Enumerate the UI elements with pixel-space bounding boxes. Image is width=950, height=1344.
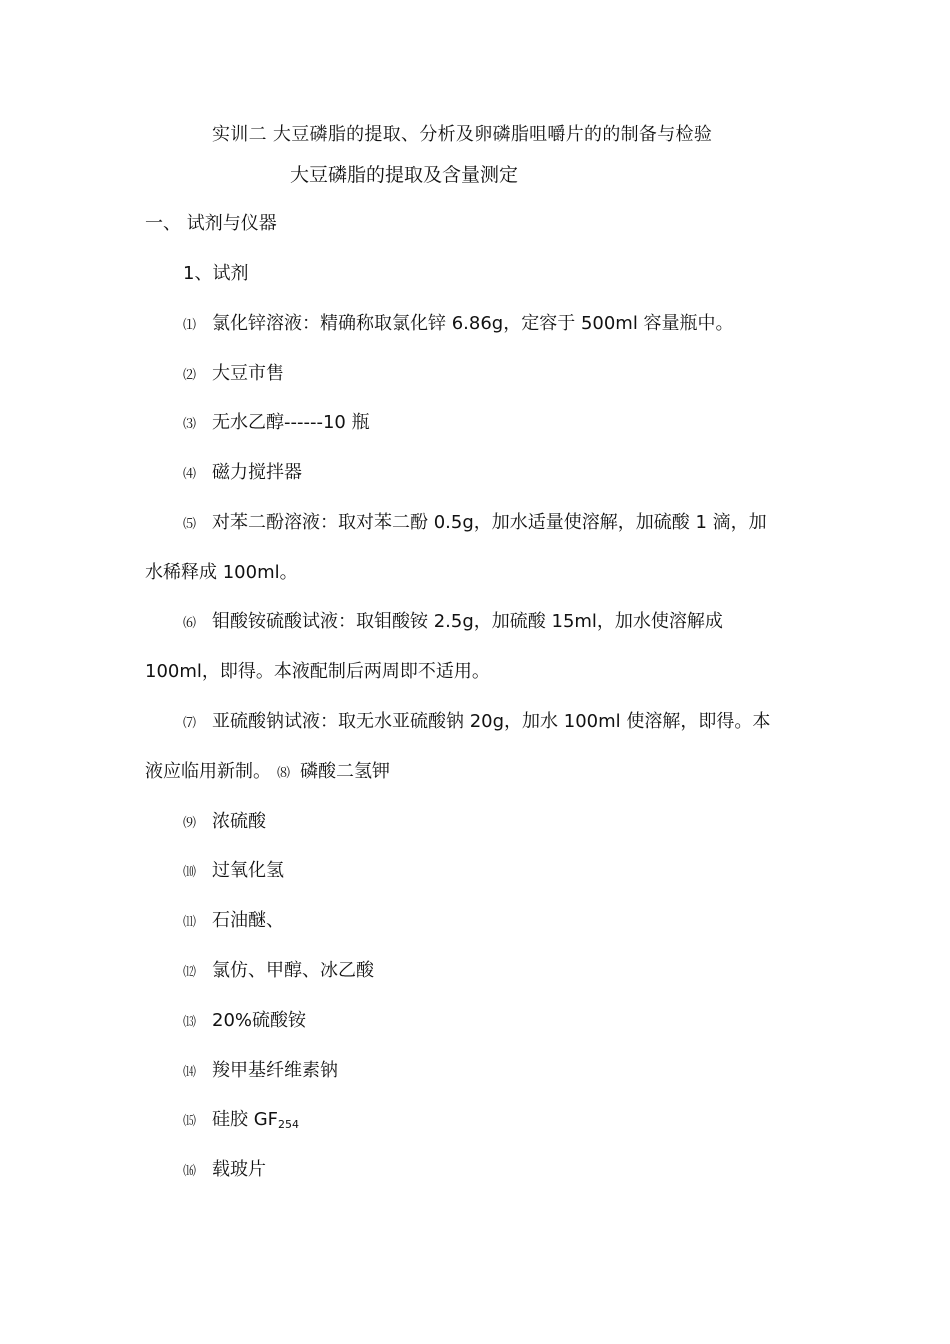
- item-text: 浓硫酸: [212, 811, 266, 832]
- item-number: ⒀: [183, 1015, 197, 1030]
- item-number: ⑾: [183, 915, 197, 930]
- list-item: [183, 1108, 299, 1137]
- item-text: 20%硫酸铵: [212, 1010, 307, 1031]
- item-text: 对苯二酚溶液：取对苯二酚 0.5g，加水适量使溶解，加硫酸 1 滴，加: [212, 512, 767, 533]
- list-item-continuation: 100ml，即得。本液配制后两周即不适用。: [145, 661, 490, 682]
- item-number: ⑼: [183, 816, 197, 831]
- document-subtitle: 大豆磷脂的提取及含量测定: [290, 164, 519, 186]
- list-item: [183, 710, 770, 736]
- list-item: [183, 959, 374, 985]
- item-number: ⑺: [183, 716, 197, 731]
- list-item-continuation: 水稀释成 100ml。: [145, 562, 298, 583]
- item-number: ⑷: [183, 467, 197, 482]
- item-number: ⒂: [183, 1114, 197, 1129]
- list-item: [183, 1009, 306, 1035]
- list-item: [183, 1059, 338, 1085]
- item-text: 无水乙醇------10 瓶: [212, 412, 370, 433]
- item-number: ⑶: [183, 417, 197, 432]
- list-item: [183, 362, 284, 388]
- item-number: ⑻: [277, 766, 291, 781]
- item-text: 硅胶 GF: [212, 1109, 279, 1130]
- item-text: 过氧化氢: [212, 860, 284, 881]
- item-subscript: 254: [278, 1118, 300, 1131]
- item-text: 氯仿、甲醇、冰乙酸: [212, 960, 374, 981]
- item-number: ⑵: [183, 368, 197, 383]
- item-number: ⑸: [183, 517, 197, 532]
- item-text: 石油醚、: [212, 910, 284, 931]
- item-text: 亚硫酸钠试液：取无水亚硫酸钠 20g，加水 100ml 使溶解，即得。本: [212, 711, 771, 732]
- item-continuation-text: 液应临用新制。: [145, 761, 271, 782]
- list-item: [183, 511, 767, 537]
- item-text: 磁力搅拌器: [212, 462, 302, 483]
- list-item: [183, 810, 266, 836]
- list-item: [183, 859, 284, 885]
- item-number: ⑴: [183, 318, 197, 333]
- item-text: 氯化锌溶液：精确称取氯化锌 6.86g，定容于 500ml 容量瓶中。: [212, 313, 734, 334]
- list-item-continuation: [145, 760, 390, 786]
- item-number: ⑹: [183, 616, 197, 631]
- section-heading: 一、 试剂与仪器: [145, 213, 277, 234]
- list-item: [183, 1158, 266, 1184]
- item-number: ⒃: [183, 1164, 197, 1179]
- item-text: 磷酸二氢钾: [300, 761, 391, 782]
- list-item: [183, 909, 284, 935]
- list-item: [183, 312, 734, 338]
- item-number: ⑽: [183, 865, 197, 880]
- item-number: ⑿: [183, 965, 197, 980]
- item-text: 羧甲基纤维素钠: [212, 1060, 338, 1081]
- item-text: 钼酸铵硫酸试液：取钼酸铵 2.5g，加硫酸 15ml，加水使溶解成: [212, 611, 723, 632]
- item-number: ⒁: [183, 1065, 197, 1080]
- item-text: 大豆市售: [212, 363, 284, 384]
- list-item: [183, 461, 302, 487]
- item-text: 载玻片: [212, 1159, 266, 1180]
- list-item: [183, 411, 370, 437]
- subsection-heading: 1、试剂: [183, 263, 249, 284]
- document-title: 实训二 大豆磷脂的提取、分析及卵磷脂咀嚼片的的制备与检验: [212, 124, 713, 145]
- list-item: [183, 610, 723, 636]
